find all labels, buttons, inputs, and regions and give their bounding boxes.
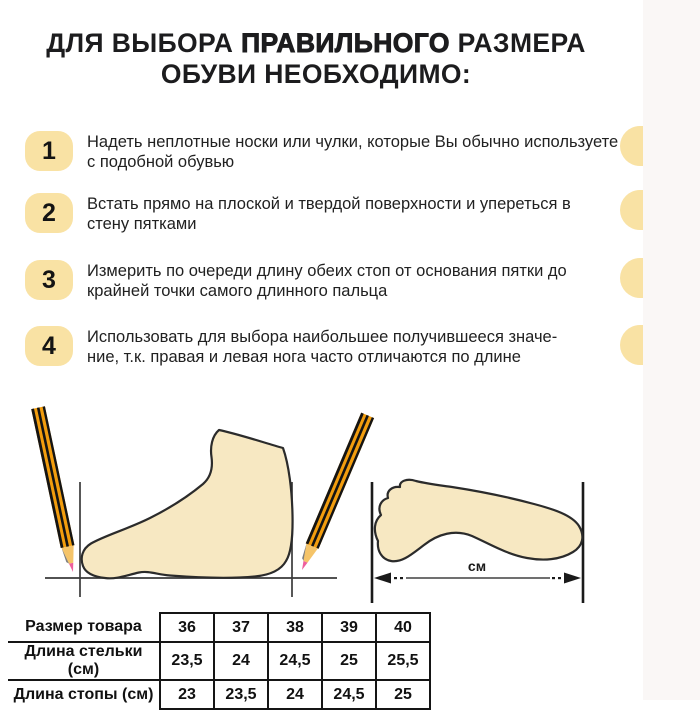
- table-cell: 23: [160, 680, 214, 709]
- step-text-line: крайней точки самого длинного пальца: [87, 282, 388, 300]
- step-text: [87, 326, 557, 367]
- step-number-badge: 3: [25, 260, 73, 300]
- row-header: Размер товара: [8, 613, 160, 642]
- foot-profile-shape: [82, 430, 293, 578]
- table-cell: 25: [322, 642, 376, 680]
- row-header: Длина стопы (см): [13, 686, 154, 703]
- step-item-1: [25, 131, 618, 172]
- table-cell: 25: [376, 680, 430, 709]
- table-cell: 24,5: [268, 642, 322, 680]
- title-text: РАЗМЕРА: [449, 28, 586, 58]
- table-cell: 23,5: [214, 680, 268, 709]
- table-cell: 37: [214, 613, 268, 642]
- table-cell: 24: [214, 642, 268, 680]
- step-text-line: Встать прямо на плоской и твердой поверхности и упереться в: [87, 195, 571, 213]
- step-item-3: [25, 260, 567, 301]
- step-number-badge: 1: [25, 131, 73, 171]
- step-text-line: ние, т.к. правая и левая нога часто отличаются по длине: [87, 348, 521, 366]
- table-cell: 38: [268, 613, 322, 642]
- pencil-icon: [31, 406, 80, 573]
- step-text-line: Надеть неплотные носки или чулки, которые Вы обычно используете: [87, 133, 619, 151]
- table-cell: 23,5: [160, 642, 214, 680]
- table-cell: 39: [322, 613, 376, 642]
- table-cell: 25,5: [376, 642, 430, 680]
- right-edge-circle: [620, 325, 643, 365]
- table-cell: 36: [160, 613, 214, 642]
- step-text-line: Использовать для выбора наибольшее получившееся значе-: [87, 328, 558, 346]
- step-number-badge: 4: [25, 326, 73, 366]
- right-edge-circle: [620, 126, 643, 166]
- title-emphasis: ПРАВИЛЬНОГО: [241, 28, 450, 58]
- step-text: [87, 193, 571, 234]
- table-row: [8, 642, 430, 680]
- step-item-4: [25, 326, 557, 367]
- title-text: ДЛЯ ВЫБОРА: [46, 28, 242, 58]
- title-line-2: ОБУВИ НЕОБХОДИМО:: [160, 59, 472, 89]
- table-cell: 40: [376, 613, 430, 642]
- row-header: Длина стельки (см): [8, 642, 160, 680]
- size-table: [8, 612, 431, 710]
- step-number-badge: 2: [25, 193, 73, 233]
- title-line-1: [0, 28, 632, 59]
- step-text-line: с подобной обувью: [87, 153, 235, 171]
- cm-label: см: [467, 558, 487, 574]
- table-row: [8, 613, 430, 642]
- step-text: [87, 260, 567, 301]
- foot-sole-shape: [375, 480, 583, 561]
- pencil-icon: [296, 413, 375, 573]
- step-text-line: стену пятками: [87, 215, 197, 233]
- table-row: [8, 680, 430, 709]
- step-item-2: [25, 193, 571, 234]
- table-cell: 24: [268, 680, 322, 709]
- step-text-line: Измерить по очереди длину обеих стоп от основания пятки до: [87, 262, 567, 280]
- cm-arrow: [374, 573, 581, 584]
- right-edge-circle: [620, 190, 643, 230]
- foot-measurement-illustration: [0, 393, 700, 608]
- table-cell: 24,5: [322, 680, 376, 709]
- page-title: [0, 28, 632, 90]
- step-text: [87, 131, 618, 172]
- right-edge-circle: [620, 258, 643, 298]
